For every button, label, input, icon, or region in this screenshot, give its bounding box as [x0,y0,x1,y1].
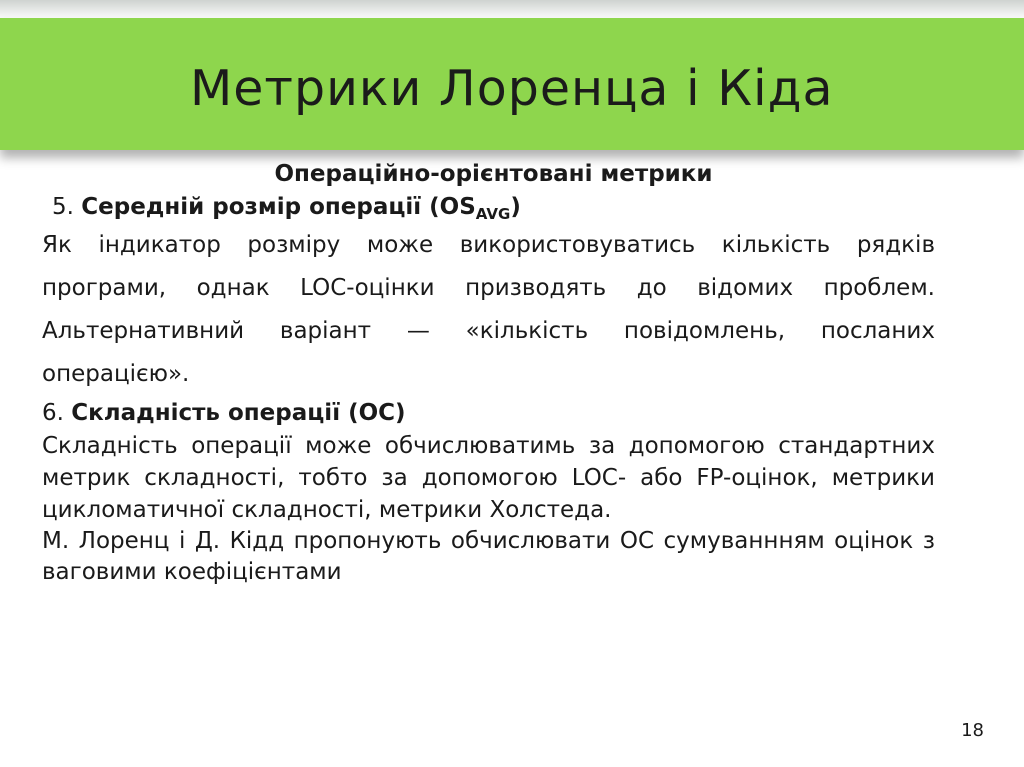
slide-content [42,158,935,588]
top-shadow [0,0,1024,20]
paragraph-2: Складність операції може обчислюватимь за допомогою стандартних метрик складності, тобто за допомогою LOC- або FP-оцінок, метрики цикломатичної складності, метрики Холстеда. [42,433,935,523]
item-5-title: Середній розмір операції $(OS_{AVG})$ [81,194,521,223]
page-number: 18 [961,720,984,741]
item-6-title: Складність операції (OC) [71,400,406,426]
paragraph-3: М. Лоренц і Д. Кідд пропонують обчислювати OC сумуваннням оцінок з ваговими коефіцієнтами [42,528,935,585]
item-5-heading [42,190,935,224]
title-bar [0,18,1024,150]
slide-title: Метрики Лоренца і Кіда [190,60,834,117]
item-5-number: 5. [52,194,74,220]
slide-subtitle: Операційно-орієнтовані метрики [274,161,713,187]
item-6-number: 6. [42,400,64,426]
paragraph-1: Як індикатор розміру може використовуватись кількість рядків програми, однак LOC-оцінки призводять до відомих проблем. Альтернативний варіант — «кількість повідомлень, посланих операцією». [42,232,935,387]
item-5-subscript: AVG [475,205,511,223]
item-6-heading [42,396,935,430]
